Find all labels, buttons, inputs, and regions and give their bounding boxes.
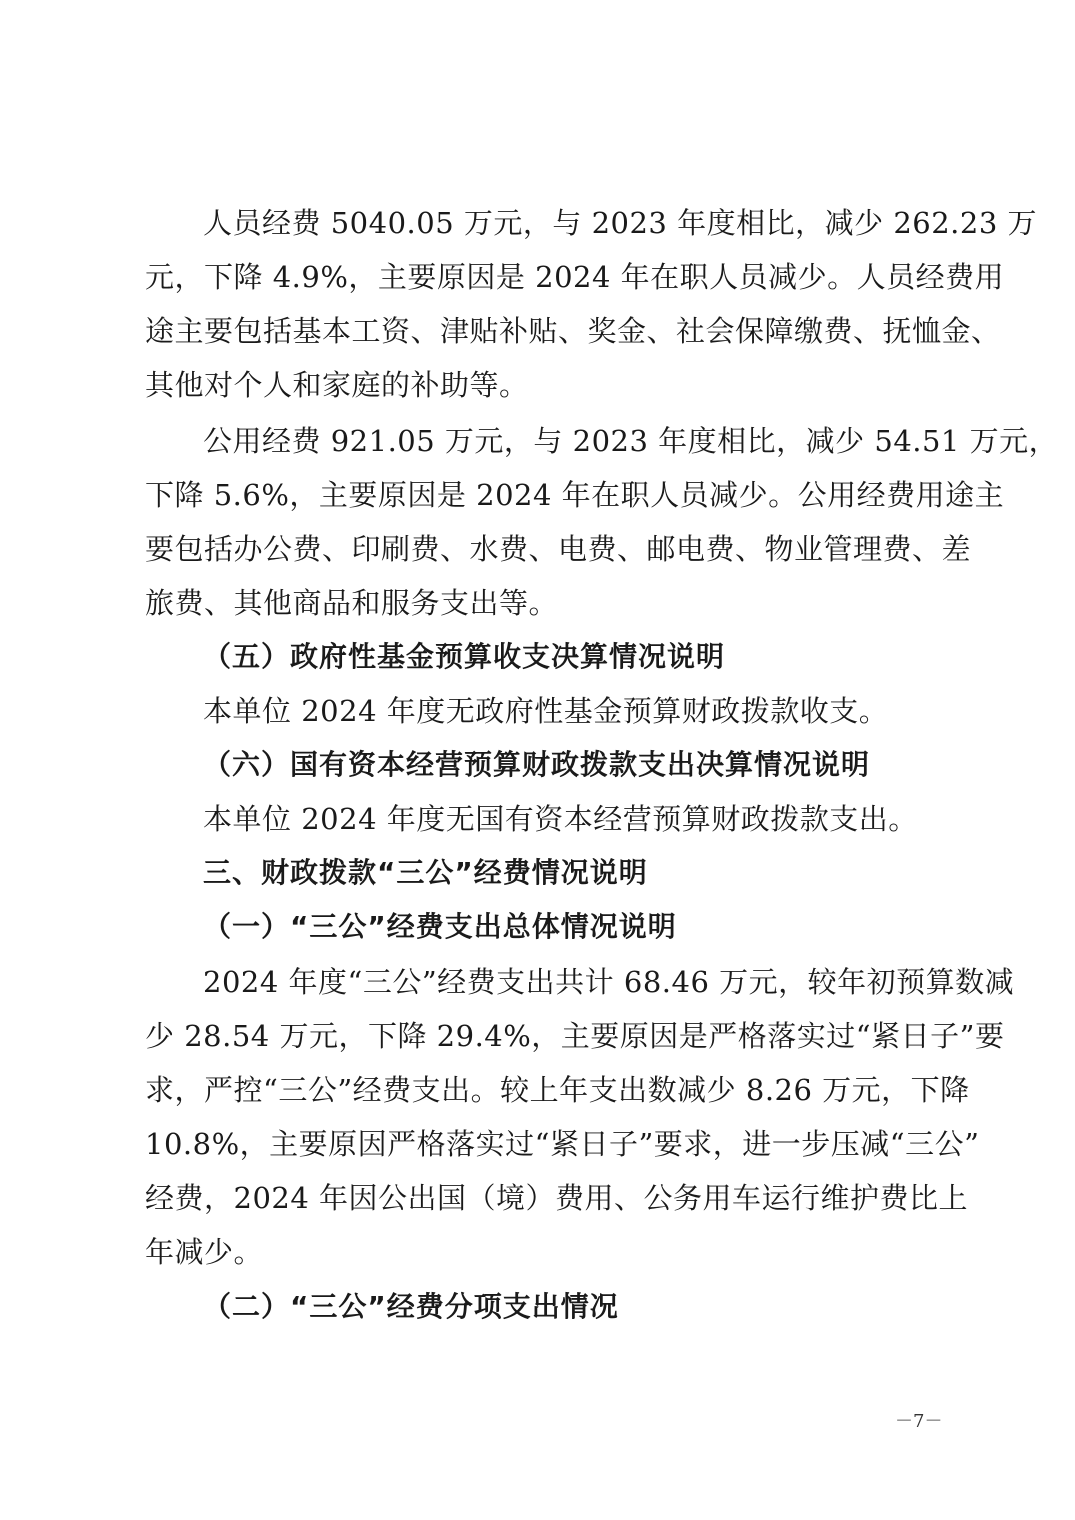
section6-heading: （六）国有资本经营预算财政拨款支出决算情况说明	[203, 748, 871, 781]
personnel-line-2: 元，下降 4.9%，主要原因是 2024 年在职人员减少。人员经费用	[145, 260, 1005, 294]
sub1-line-3: 求，严控“三公”经费支出。较上年支出数减少 8.26 万元，下降	[145, 1073, 970, 1107]
public-line-1: 公用经费 921.05 万元，与 2023 年度相比，减少 54.51 万元，	[203, 424, 1059, 458]
part3-sub2-heading: （二）“三公”经费分项支出情况	[203, 1290, 619, 1323]
public-line-3: 要包括办公费、印刷费、水费、电费、邮电费、物业管理费、差	[145, 532, 972, 566]
public-line-4: 旅费、其他商品和服务支出等。	[145, 586, 559, 620]
part3-heading: 三、财政拨款“三公”经费情况说明	[203, 856, 648, 889]
sub1-line-5: 经费，2024 年因公出国（境）费用、公务用车运行维护费比上	[145, 1181, 969, 1215]
sub1-line-6: 年减少。	[145, 1235, 264, 1269]
public-line-2: 下降 5.6%，主要原因是 2024 年在职人员减少。公用经费用途主	[145, 478, 1005, 512]
sub1-line-2: 少 28.54 万元，下降 29.4%，主要原因是严格落实过“紧日子”要	[145, 1019, 1005, 1053]
section5-heading: （五）政府性基金预算收支决算情况说明	[203, 640, 726, 673]
section5-text: 本单位 2024 年度无政府性基金预算财政拨款收支。	[203, 694, 889, 728]
page-number: －7－	[895, 1411, 943, 1432]
sub1-line-1: 2024 年度“三公”经费支出共计 68.46 万元，较年初预算数减	[203, 965, 1015, 999]
sub1-line-4: 10.8%，主要原因严格落实过“紧日子”要求，进一步压减“三公”	[145, 1127, 980, 1161]
section6-text: 本单位 2024 年度无国有资本经营预算财政拨款支出。	[203, 802, 918, 836]
personnel-line-4: 其他对个人和家庭的补助等。	[145, 368, 529, 402]
part3-sub1-heading: （一）“三公”经费支出总体情况说明	[203, 910, 677, 943]
personnel-line-1: 人员经费 5040.05 万元，与 2023 年度相比，减少 262.23 万	[203, 206, 1038, 240]
personnel-line-3: 途主要包括基本工资、津贴补贴、奖金、社会保障缴费、抚恤金、	[145, 314, 1001, 348]
